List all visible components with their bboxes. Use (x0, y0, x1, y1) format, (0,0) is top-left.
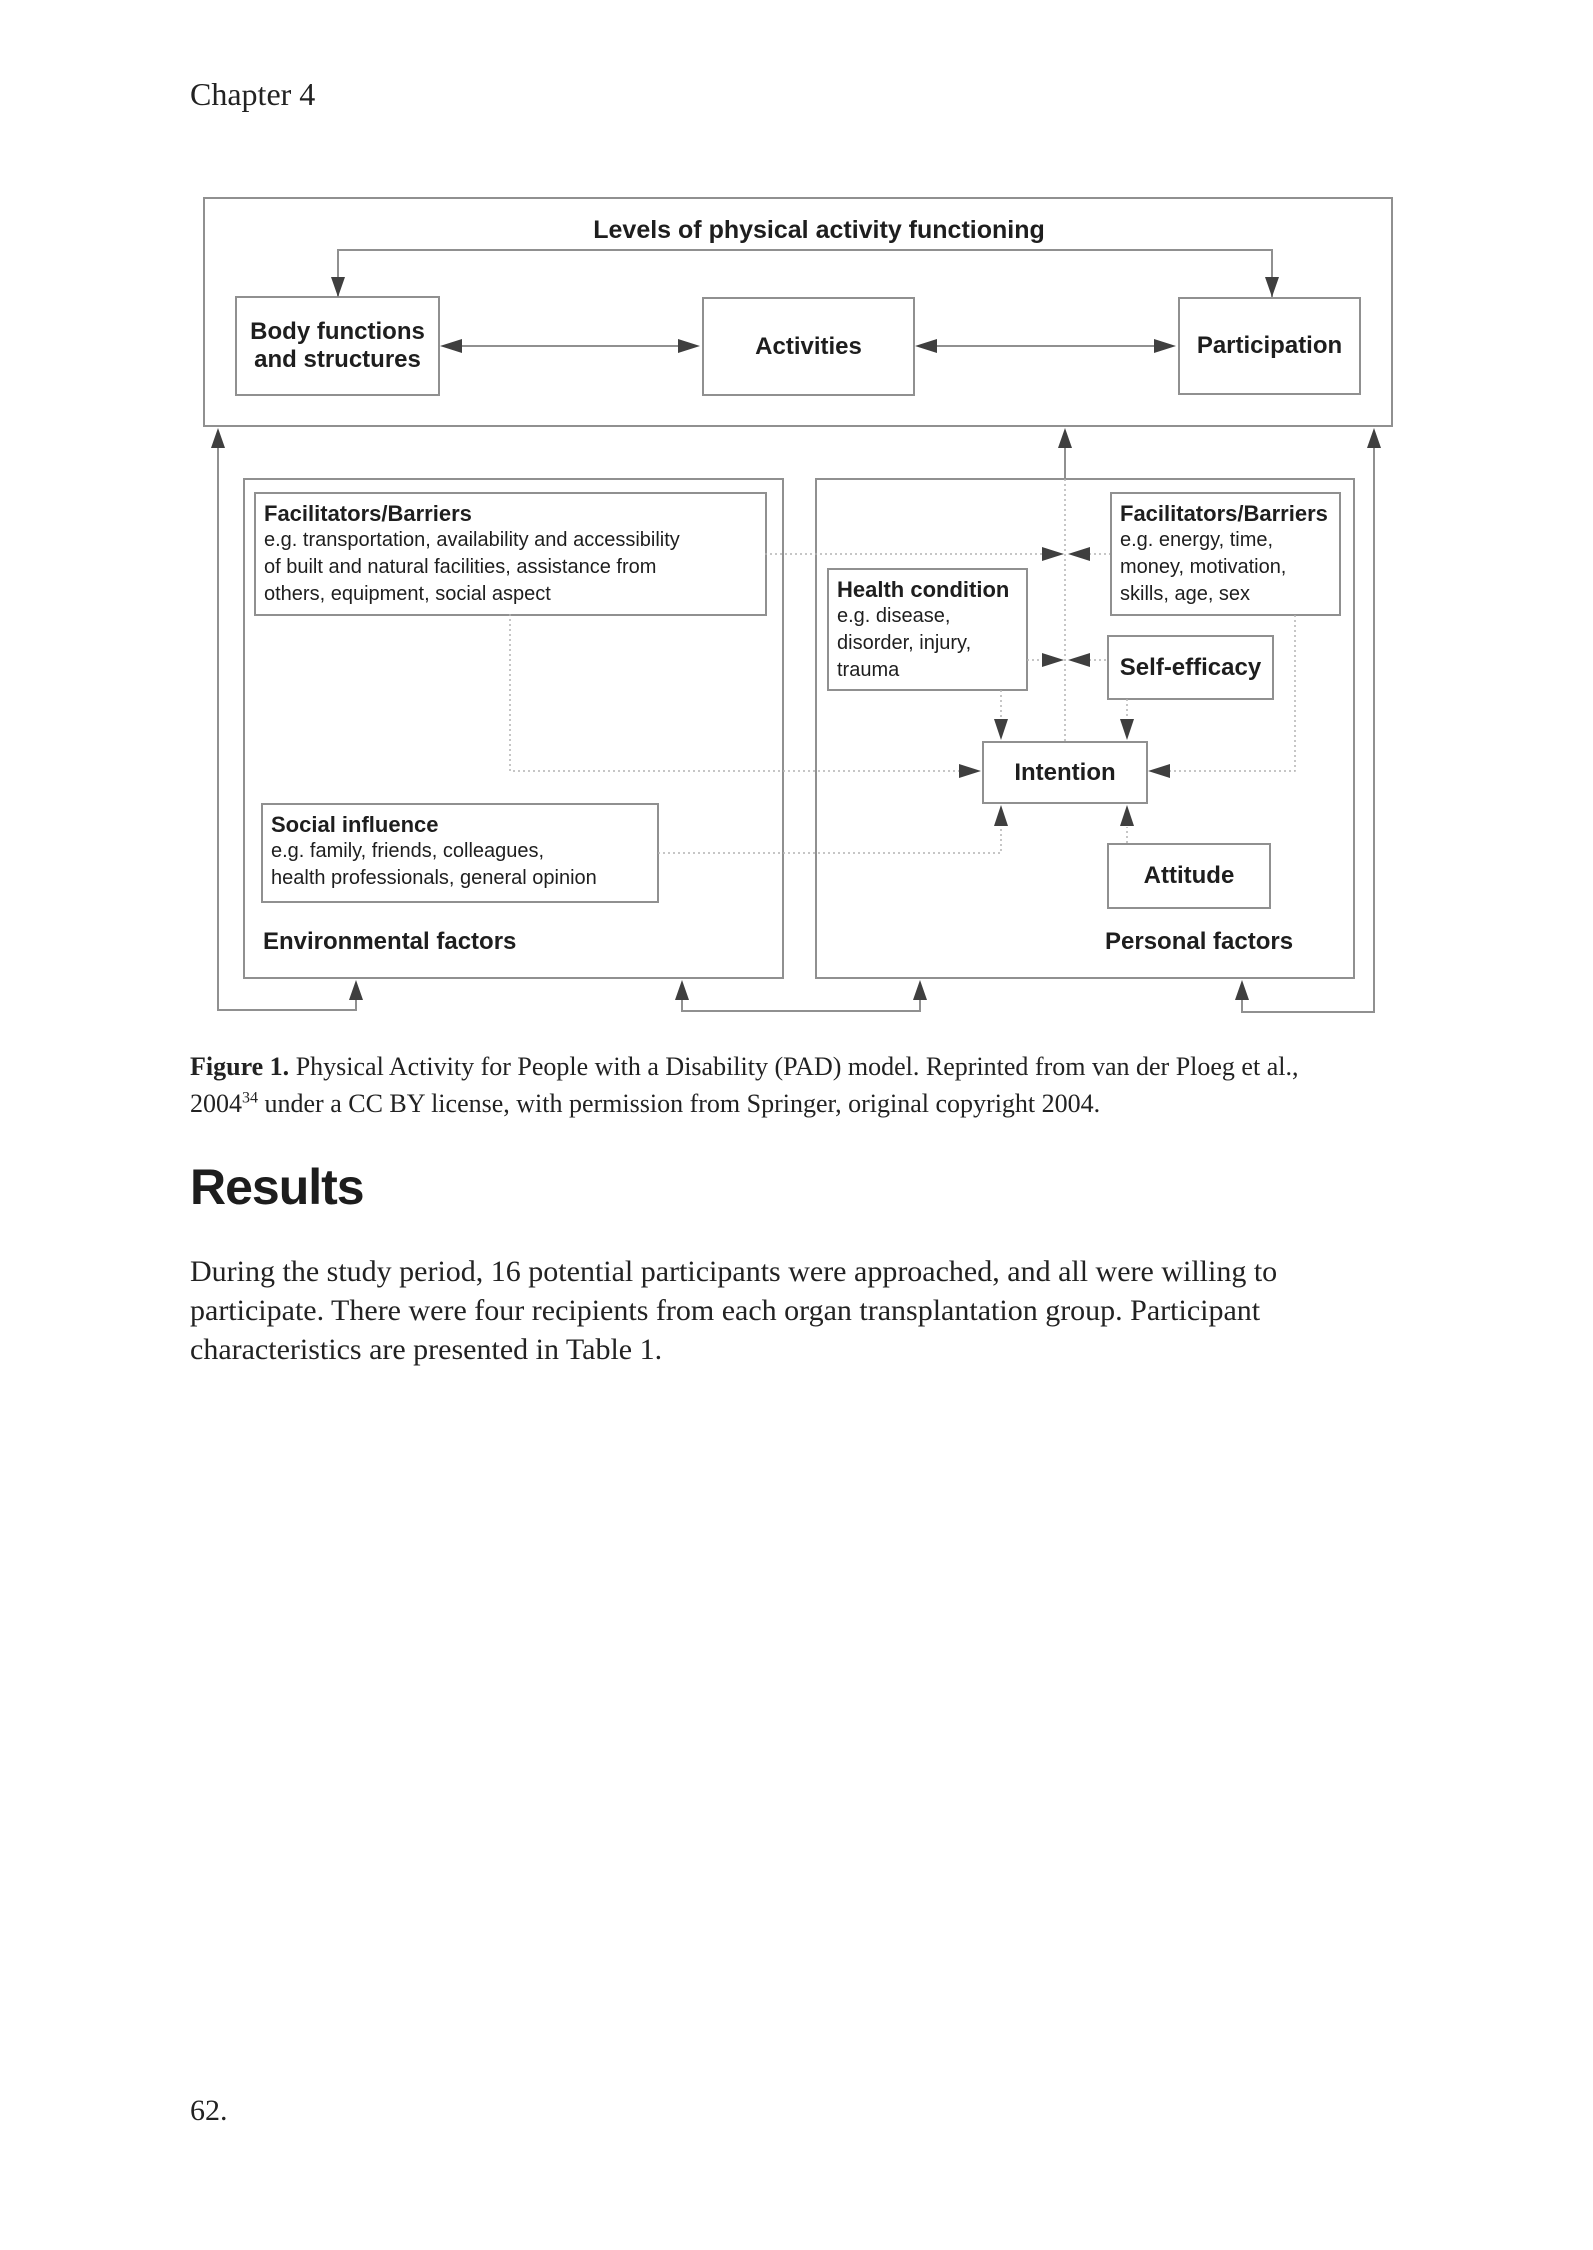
facilitators-right-body: e.g. energy, time, money, motivation, skills, age, sex (1120, 529, 1287, 605)
intention-box (982, 741, 1148, 804)
health-condition-title: Health condition (837, 577, 1010, 602)
activities-label: Activities (755, 332, 862, 360)
page-number: 62. (190, 2094, 228, 2127)
health-condition-box (827, 568, 1028, 691)
attitude-box (1107, 843, 1271, 909)
facilitators-left-body: e.g. transportation, availability and accessibility of built and natural facilities, assistance from others, equipment, social aspect (264, 529, 680, 605)
social-influence-title: Social influence (271, 812, 439, 837)
results-heading: Results (190, 1159, 364, 1215)
chapter-header: Chapter 4 (190, 76, 316, 112)
figure-caption-year: 2004 (190, 1089, 242, 1118)
personal-factors-label: Personal factors (1105, 928, 1294, 955)
participation-box (1178, 297, 1361, 395)
self-efficacy-box (1107, 635, 1274, 700)
figure-caption (190, 1048, 1450, 1122)
body-functions-box (235, 296, 440, 396)
activities-box (702, 297, 915, 396)
figure-caption-label: Figure 1. (190, 1052, 290, 1081)
body-functions-label: Body functions and structures (250, 318, 425, 373)
facilitators-barriers-personal-box (1110, 492, 1341, 616)
attitude-label: Attitude (1143, 862, 1235, 889)
figure-caption-text1: Physical Activity for People with a Disability (PAD) model. Reprinted from van der Ploeg et al., (289, 1052, 1299, 1081)
social-influence-body: e.g. family, friends, colleagues, health professionals, general opinion (271, 840, 597, 889)
intention-label: Intention (1014, 758, 1116, 786)
self-efficacy-label: Self-efficacy (1119, 653, 1262, 681)
figure-caption-reference-superscript: 34 (242, 1089, 258, 1107)
facilitators-right-title: Facilitators/Barriers (1120, 501, 1328, 526)
facilitators-barriers-environmental-box (254, 492, 767, 616)
figure-caption-line1 (190, 1048, 1450, 1085)
figure-caption-line2 (190, 1085, 1450, 1122)
figure-diagram-title: Levels of physical activity functioning (593, 216, 1045, 244)
health-condition-body: e.g. disease, disorder, injury, trauma (837, 605, 972, 681)
participation-label: Participation (1196, 332, 1343, 359)
figure-caption-text2: under a CC BY license, with permission from Springer, original copyright 2004. (258, 1089, 1101, 1118)
results-paragraph: During the study period, 16 potential participants were approached, and all were willing to participate. There were four recipients from each organ transplantation group. Participant characteristics are presented in Table 1. (190, 1255, 1278, 1366)
environmental-factors-label: Environmental factors (263, 928, 517, 955)
facilitators-left-title: Facilitators/Barriers (264, 501, 472, 526)
social-influence-box (261, 803, 659, 903)
